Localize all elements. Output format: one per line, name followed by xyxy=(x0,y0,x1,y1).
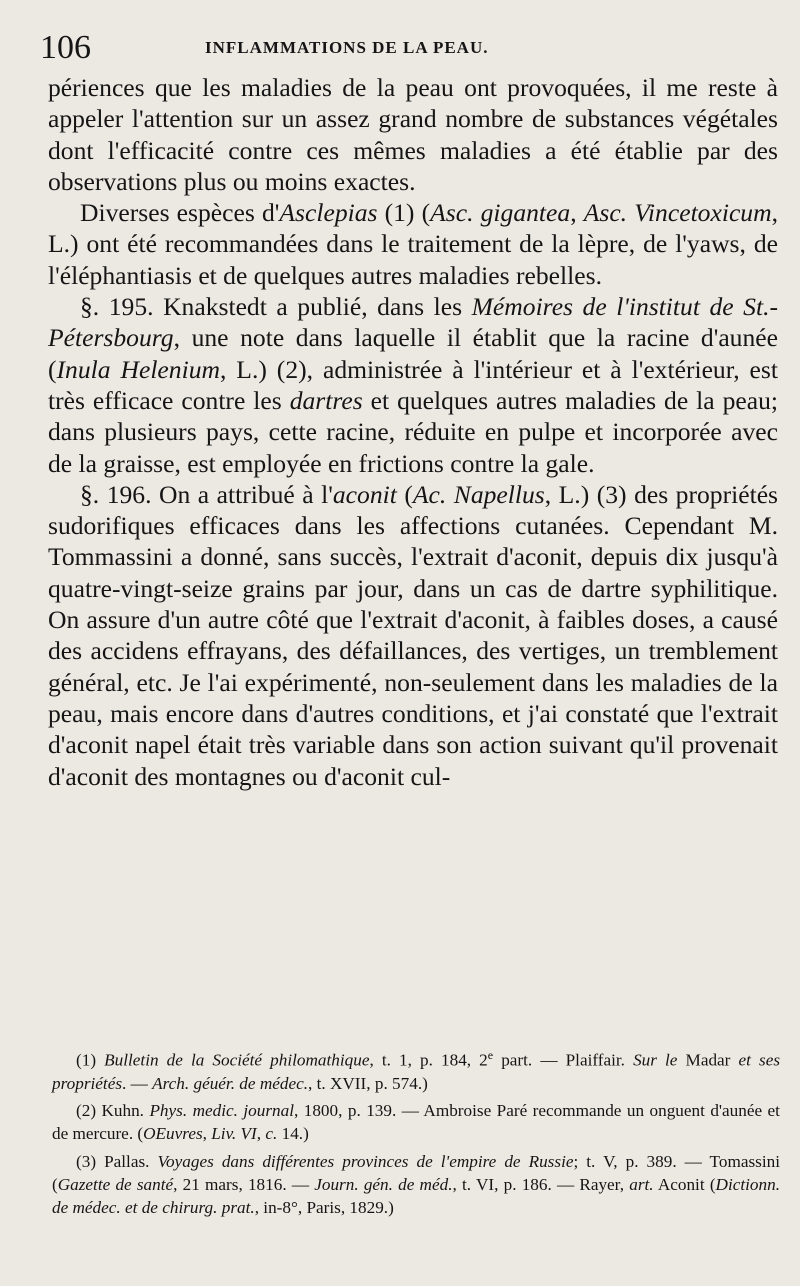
text-run: Diverses espèces d' xyxy=(80,198,280,228)
italic-text: dartres xyxy=(289,385,363,415)
italic-text: OEuvres xyxy=(143,1124,203,1144)
text-run: et quelques autres maladies de la peau; dans plusieurs pays, cette racine, réduite en pulpe et incorporée avec de la graisse, est employée en frictions contre la gale. xyxy=(48,385,778,478)
text-run: (1) xyxy=(76,1050,105,1070)
running-title: INFLAMMATIONS DE LA PEAU. xyxy=(205,38,489,57)
italic-text: et ses propriétés xyxy=(52,1050,781,1093)
italic-text: Voyages dans différentes provinces de l'empire de Russie xyxy=(157,1151,574,1171)
italic-text: Liv. VI xyxy=(211,1124,257,1144)
text-run: , L.) (2), administrée à l'intérieur et à l'extérieur, est très efficace contre les xyxy=(48,354,778,415)
text-run: Aconit ( xyxy=(653,1174,716,1194)
text-run: , in-8°, Paris, 1829.) xyxy=(254,1197,394,1217)
text-run: . — xyxy=(122,1073,153,1093)
text-run: périences que les maladies de la peau ont provoquées, il me reste à appeler l'attention sur un assez grand nombre de substances végétales dont l'efficacité contre ces mêmes maladies a été établie par des observations plus ou moins exactes. xyxy=(48,73,778,196)
text-run: Madar xyxy=(677,1050,739,1070)
italic-text: Journ. gén. de méd. xyxy=(314,1174,453,1194)
italic-text: aconit xyxy=(332,479,397,509)
paragraph xyxy=(48,72,778,197)
text-run: part. — Plaiffair. xyxy=(493,1050,634,1070)
paragraph xyxy=(48,291,778,479)
italic-text: Phys. medic. journal xyxy=(149,1101,294,1121)
page-header xyxy=(40,28,780,68)
text-run: , une note dans laquelle il établit que la racine d'aunée ( xyxy=(48,323,778,384)
footnotes xyxy=(52,1044,780,1224)
text-run: , xyxy=(202,1124,212,1144)
text-run: (1) ( xyxy=(377,198,431,228)
footnote xyxy=(52,1151,780,1219)
paragraph xyxy=(48,479,778,792)
text-run: , L.) ont été recommandées dans le traitement de la lèpre, de l'yaws, de l'éléphantiasis et de quelques autres maladies rebelles. xyxy=(48,198,778,290)
italic-text: Asc. Vincetoxicum xyxy=(583,198,772,228)
paragraph xyxy=(48,197,778,291)
text-run: , 1800, p. 139. — Ambroise Paré recommande un onguent d'aunée et de mercure. ( xyxy=(52,1101,780,1144)
italic-text: Inula Helenium xyxy=(56,354,220,384)
italic-text: Arch. géuér. de médec. xyxy=(152,1073,309,1093)
footnote xyxy=(52,1044,780,1095)
italic-text: Asc. gigantea xyxy=(430,198,571,228)
superscript: e xyxy=(487,1048,494,1062)
italic-text: Bulletin de la Société philomathique xyxy=(104,1050,370,1070)
italic-text: Sur le xyxy=(633,1050,678,1070)
text-run: , t. XVII, p. 574.) xyxy=(308,1073,428,1093)
italic-text: Ac. Napellus xyxy=(412,479,545,509)
italic-text: Gazette de santé xyxy=(57,1174,174,1194)
text-run: , t. 1, p. 184, 2 xyxy=(369,1050,488,1070)
italic-text: Asclepias xyxy=(279,198,378,228)
text-run: , t. VI, p. 186. — Rayer, xyxy=(452,1174,630,1194)
page-number: 106 xyxy=(40,29,91,66)
italic-text: c. xyxy=(265,1124,278,1144)
text-run: (2) Kuhn. xyxy=(76,1101,150,1121)
body-text xyxy=(48,72,778,792)
text-run: , L.) (3) des propriétés sudorifiques efficaces dans les affections cutanées. Cependant M. Tommassini a donné, sans succès, l'extrait d'aconit, depuis dix jusqu'à quatre-vingt-seize grains par jour, dans un cas de dartre syphilitique. On assure d'un autre côté que l'extrait d'aconit, à faibles doses, a causé des accidens effrayans, des défaillances, des vertiges, un tremblement général, etc. Je l'ai expérimenté, non-seulement dans les maladies de la peau, mais encore dans d'autres conditions, et j'ai constaté que l'extrait d'aconit napel était très variable dans son action suivant qu'il provenait d'aconit des montagnes ou d'aconit cul- xyxy=(48,479,779,791)
text-run: §. 195. Knakstedt a publié, dans les xyxy=(80,292,472,322)
text-run: , 21 mars, 1816. — xyxy=(173,1174,315,1194)
text-run: , xyxy=(570,198,584,228)
italic-text: Dictionn. de médec. et de chirurg. prat. xyxy=(52,1174,780,1217)
italic-text: Mémoires de l'institut de St.-Pétersbourg xyxy=(48,292,778,353)
italic-text: art. xyxy=(629,1174,654,1194)
text-run: 14.) xyxy=(277,1124,309,1144)
text-run: ; t. V, p. 389. — Tomassini ( xyxy=(52,1151,780,1194)
footnote xyxy=(52,1100,780,1146)
text-run: , xyxy=(256,1124,266,1144)
text-run: ( xyxy=(396,479,413,509)
text-run: (3) Pallas. xyxy=(76,1151,158,1171)
text-run: §. 196. On a attribué à l' xyxy=(80,479,333,509)
